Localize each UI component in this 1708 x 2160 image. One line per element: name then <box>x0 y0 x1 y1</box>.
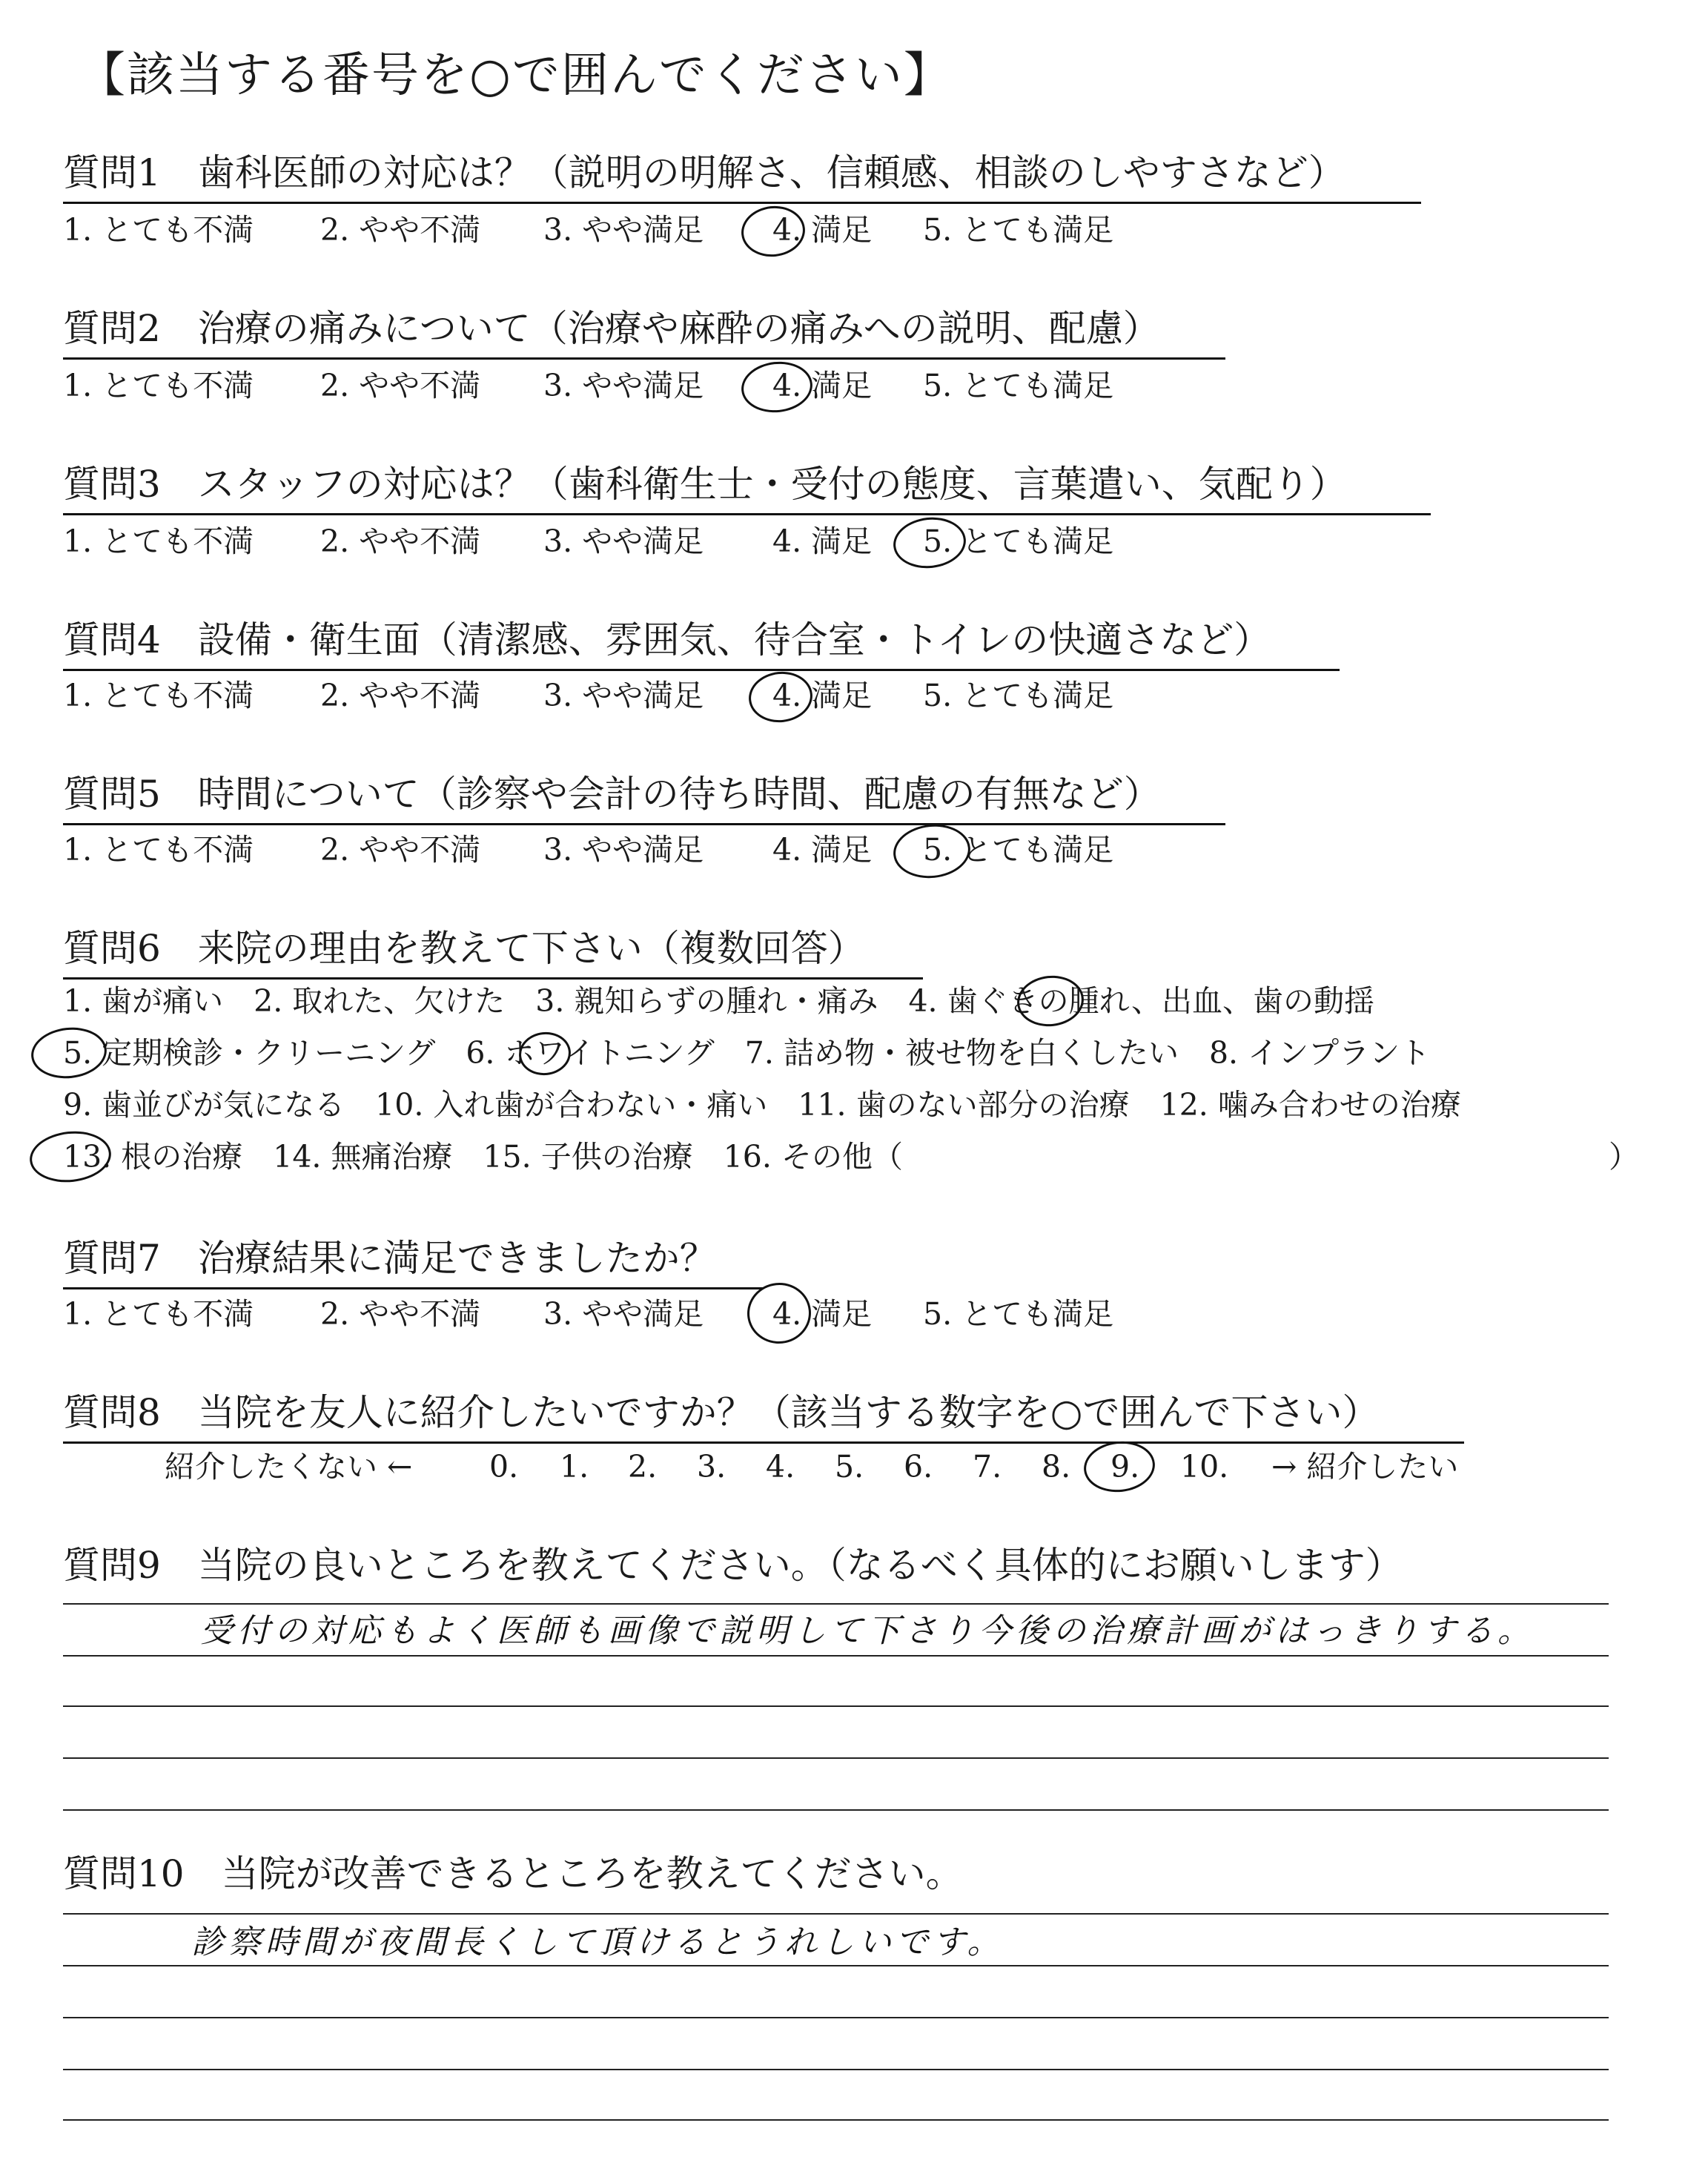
selection-circle <box>1015 972 1087 1029</box>
option-3[interactable]: 3. やや満足 <box>543 678 704 713</box>
question-6-reasons-row-3[interactable]: 9. 歯並びが気になる 10. 入れ歯が合わない・痛い 11. 歯のない部分の治療 12. 噛み合わせの治療 <box>63 1087 1461 1123</box>
answer-line <box>63 1913 1609 1915</box>
selection-circle <box>27 1127 114 1186</box>
option-4[interactable]: 4. 満足 <box>772 1296 873 1332</box>
scale-2[interactable]: 2. <box>628 1449 658 1484</box>
question-8-underline <box>63 1441 1464 1444</box>
question-8-scale-right: → 紹介したい <box>1271 1449 1459 1484</box>
option-1[interactable]: 1. とても不満 <box>63 212 254 248</box>
option-2[interactable]: 2. やや不満 <box>320 832 481 868</box>
option-1[interactable]: 1. とても不満 <box>63 368 254 403</box>
answer-line <box>63 1705 1609 1707</box>
scale-4[interactable]: 4. <box>766 1449 795 1484</box>
question-6-reasons-row-2[interactable]: 5. 定期検診・クリーニング 6. ホワイトニング 7. 詰め物・被せ物を白くしたい 8. インプラント <box>63 1035 1431 1071</box>
selection-circle <box>744 1280 814 1347</box>
scale-10[interactable]: 10. <box>1180 1449 1229 1484</box>
option-2[interactable]: 2. やや不満 <box>320 1296 481 1332</box>
question-10-heading: 質問10 当院が改善できるところを教えてください。 <box>63 1852 963 1895</box>
scale-3[interactable]: 3. <box>697 1449 726 1484</box>
option-5[interactable]: 5. とても満足 <box>923 524 1114 559</box>
scale-0[interactable]: 0. <box>489 1449 519 1484</box>
answer-line <box>63 1965 1609 1966</box>
scale-7[interactable]: 7. <box>973 1449 1002 1484</box>
option-3[interactable]: 3. やや満足 <box>543 524 704 559</box>
question-2-underline <box>63 357 1225 360</box>
question-4-heading: 質問4 設備・衛生面（清潔感、雰囲気、待合室・トイレの快適さなど） <box>63 618 1271 661</box>
question-5-underline <box>63 823 1225 825</box>
option-1[interactable]: 1. とても不満 <box>63 1296 254 1332</box>
answer-line <box>63 1655 1609 1657</box>
question-6-other-close: ） <box>1609 1139 1639 1175</box>
option-2[interactable]: 2. やや不満 <box>320 678 481 713</box>
question-1-heading: 質問1 歯科医師の対応は？（説明の明解さ、信頼感、相談のしやすさなど） <box>63 151 1345 194</box>
selection-circle <box>29 1024 110 1082</box>
question-6-heading: 質問6 来院の理由を教えて下さい（複数回答） <box>63 927 865 970</box>
option-5[interactable]: 5. とても満足 <box>923 368 1114 403</box>
option-5[interactable]: 5. とても満足 <box>923 212 1114 248</box>
answer-line <box>63 1757 1609 1759</box>
selection-circle <box>891 821 973 882</box>
option-2[interactable]: 2. やや不満 <box>320 524 481 559</box>
option-4[interactable]: 4. 満足 <box>772 524 873 559</box>
answer-line <box>63 2017 1609 2018</box>
question-8-scale-left: 紹介したくない ← <box>165 1449 413 1484</box>
scale-8[interactable]: 8. <box>1042 1449 1071 1484</box>
option-4[interactable]: 4. 満足 <box>772 212 873 248</box>
scale-9[interactable]: 9. <box>1110 1449 1140 1484</box>
option-5[interactable]: 5. とても満足 <box>923 1296 1114 1332</box>
selection-circle <box>739 358 815 416</box>
selection-circle <box>891 514 969 572</box>
option-4[interactable]: 4. 満足 <box>772 832 873 868</box>
question-4-underline <box>63 669 1340 671</box>
scale-1[interactable]: 1. <box>560 1449 589 1484</box>
question-5-heading: 質問5 時間について（診察や会計の待ち時間、配慮の有無など） <box>63 773 1161 816</box>
answer-line <box>63 2069 1609 2070</box>
question-3-underline <box>63 513 1431 515</box>
question-7-heading: 質問7 治療結果に満足できましたか？ <box>63 1237 717 1280</box>
answer-line <box>63 1809 1609 1811</box>
option-5[interactable]: 5. とても満足 <box>923 678 1114 713</box>
question-6-underline <box>63 977 923 980</box>
question-6-reasons-row-1[interactable]: 1. 歯が痛い 2. 取れた、欠けた 3. 親知らずの腫れ・痛み 4. 歯ぐきの腫れ、出血、歯の動揺 <box>63 983 1375 1019</box>
question-9-answer[interactable]: 受付の対応もよく医師も画像で説明して下さり今後の治療計画がはっきりする。 <box>200 1612 1535 1650</box>
option-1[interactable]: 1. とても不満 <box>63 832 254 868</box>
question-3-heading: 質問3 スタッフの対応は？（歯科衛生士・受付の態度、言葉遣い、気配り） <box>63 463 1347 506</box>
page-title: 【該当する番号を○で囲んでください】 <box>78 48 953 103</box>
option-3[interactable]: 3. やや満足 <box>543 212 704 248</box>
scale-6[interactable]: 6. <box>904 1449 933 1484</box>
question-8-heading: 質問8 当院を友人に紹介したいですか？（該当する数字を○で囲んで下さい） <box>63 1391 1380 1434</box>
option-5[interactable]: 5. とても満足 <box>923 832 1114 868</box>
question-10-answer[interactable]: 診察時間が夜間長くして頂けるとうれしいです。 <box>191 1923 1004 1961</box>
option-4[interactable]: 4. 満足 <box>772 368 873 403</box>
scale-5[interactable]: 5. <box>835 1449 864 1484</box>
answer-line <box>63 1603 1609 1605</box>
option-3[interactable]: 3. やや満足 <box>543 368 704 403</box>
option-2[interactable]: 2. やや不満 <box>320 368 481 403</box>
question-9-heading: 質問9 当院の良いところを教えてください。（なるべく具体的にお願いします） <box>63 1544 1403 1587</box>
option-1[interactable]: 1. とても不満 <box>63 678 254 713</box>
option-2[interactable]: 2. やや不満 <box>320 212 481 248</box>
option-3[interactable]: 3. やや満足 <box>543 1296 704 1332</box>
question-1-underline <box>63 202 1421 204</box>
question-2-heading: 質問2 治療の痛みについて（治療や麻酔の痛みへの説明、配慮） <box>63 307 1160 350</box>
option-1[interactable]: 1. とても不満 <box>63 524 254 559</box>
question-7-underline <box>63 1287 764 1289</box>
option-4[interactable]: 4. 満足 <box>772 678 873 713</box>
option-3[interactable]: 3. やや満足 <box>543 832 704 868</box>
question-6-reasons-row-4[interactable]: 13. 根の治療 14. 無痛治療 15. 子供の治療 16. その他（ <box>63 1139 903 1175</box>
answer-line <box>63 2119 1609 2121</box>
